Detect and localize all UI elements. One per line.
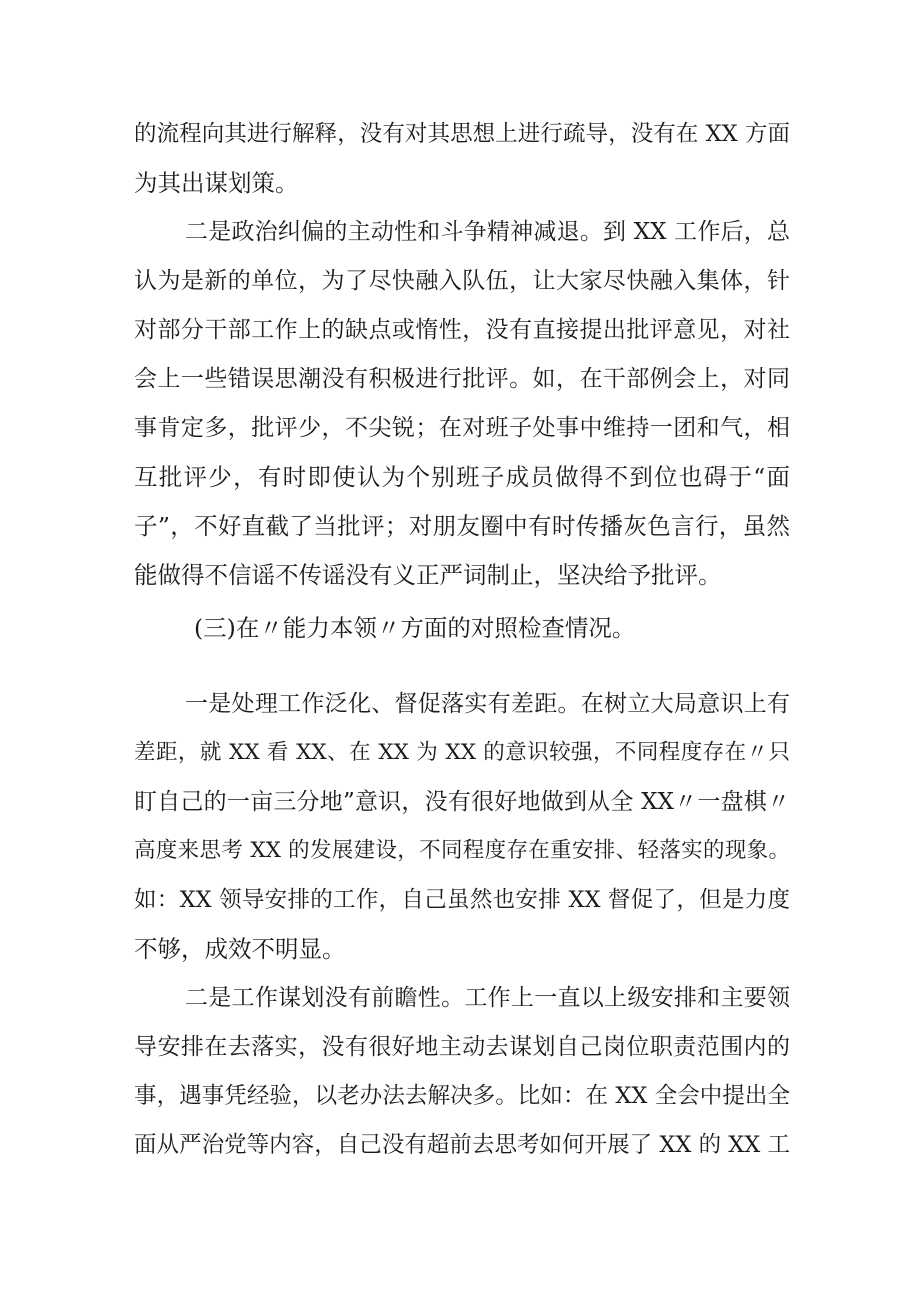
para1-line-1: 的流程向其进行解释，没有对其思想上进行疏导，没有在 XX 方面 [134, 121, 790, 147]
para2-line-6: 互批评少，有时即使认为个别班子成员做得不到位也碍于“面 [134, 463, 790, 491]
section-heading: (三)在〃能力本领〃方面的对照检查情况。 [194, 614, 636, 642]
para2-line-8: 能做得不信谣不传谣没有义正严词制止，坚决给予批评。 [134, 561, 722, 589]
para2-line-1: 二是政治纠偏的主动性和斗争精神减退。到 XX 工作后，总 [185, 219, 790, 245]
para3-line-5: 如：XX 领导安排的工作，自己虽然也安排 XX 督促了，但是力度 [134, 887, 790, 913]
para2-line-2: 认为是新的单位，为了尽快融入队伍，让大家尽快融入集体，针 [134, 268, 790, 294]
para1-line-2: 为其出谋划策。 [134, 169, 299, 197]
para4-line-3: 事，遇事凭经验，以老办法去解决多。比如：在 XX 全会中提出全 [134, 1083, 790, 1109]
para4-line-4: 面从严治党等内容，自己没有超前去思考如何开展了 XX 的 XX 工 [134, 1132, 790, 1158]
para2-line-7: 子”，不好直截了当批评；对朋友圈中有时传播灰色言行，虽然 [134, 512, 790, 540]
para2-line-4: 会上一些错误思潮没有积极进行批评。如，在干部例会上，对同 [134, 366, 790, 392]
para2-line-5: 事肯定多，批评少，不尖锐；在对班子处事中维持一团和气，相 [134, 415, 790, 441]
para2-line-3: 对部分干部工作上的缺点或惰性，没有直接提出批评意见，对社 [134, 317, 790, 343]
para3-line-2: 差距，就 XX 看 XX、在 XX 为 XX 的意识较强，不同程度存在〃只 [134, 740, 790, 765]
para3-line-4: 高度来思考 XX 的发展建设，不同程度存在重安排、轻落实的现象。 [134, 838, 790, 863]
para3-line-3: 盯自己的一亩三分地”意识，没有很好地做到从全 XX〃一盘棋〃 [134, 789, 790, 815]
para3-line-1: 一是处理工作泛化、督促落实有差距。在树立大局意识上有 [185, 691, 790, 717]
para4-line-1: 二是工作谋划没有前瞻性。工作上一直以上级安排和主要领 [185, 985, 790, 1011]
para4-line-2: 导安排在去落实，没有很好地主动去谋划自己岗位职责范围内的 [134, 1034, 790, 1060]
para3-line-6: 不够，成效不明显。 [134, 935, 346, 963]
